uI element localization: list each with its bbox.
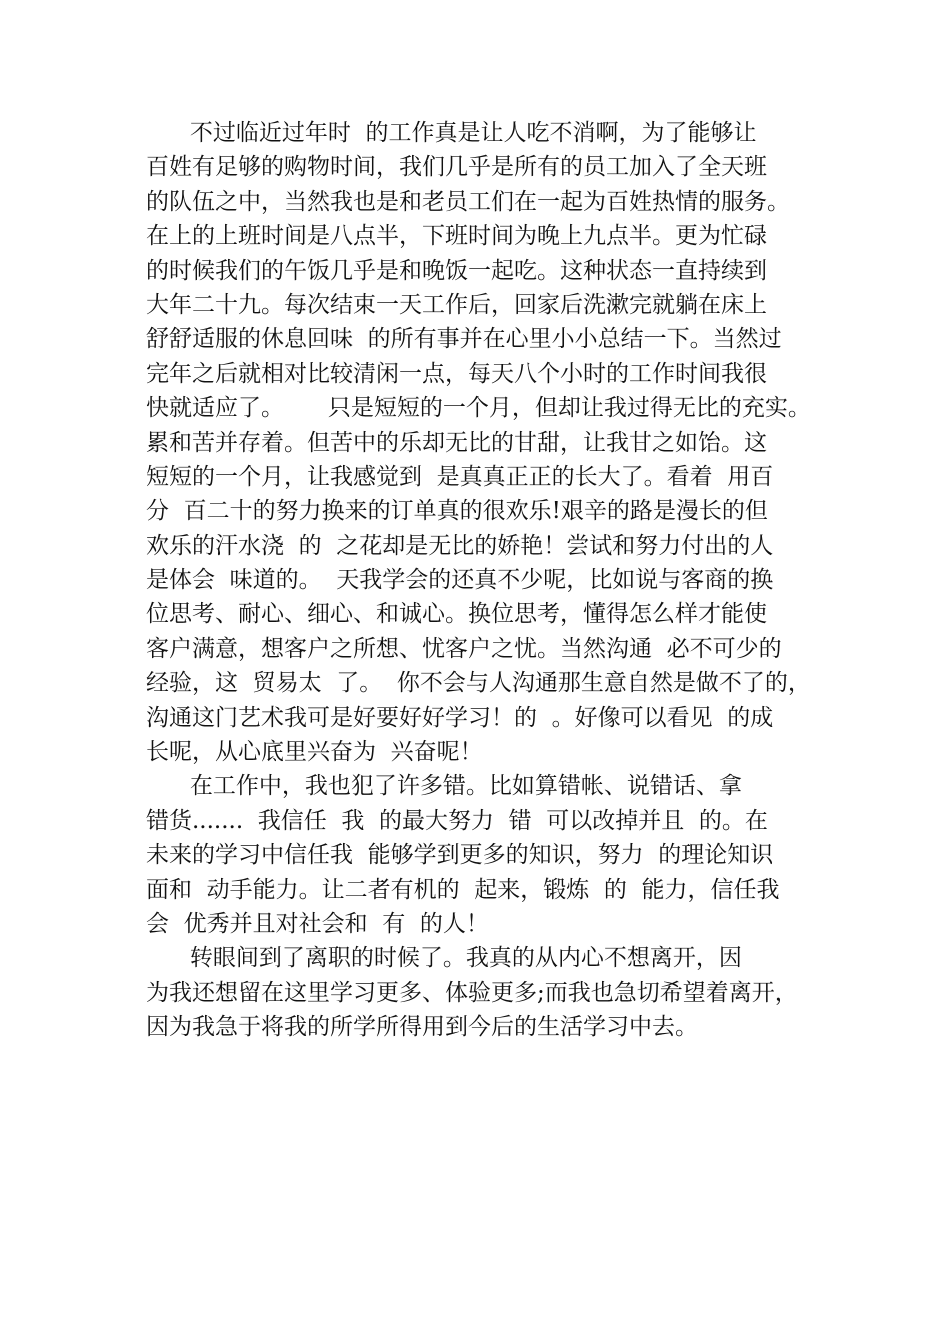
paragraph-2 — [146, 769, 826, 941]
text-line: 不过临近过年时 的工作真是让人吃不消啊，为了能够让 — [146, 120, 757, 146]
text-line: 舒舒适服的休息回味 的所有事并在心里小小总结一下。当然过 — [146, 326, 782, 353]
text-line: 完年之后就相对比较清闲一点，每天八个小时的工作时间我很 — [146, 360, 767, 387]
text-line: 面和 动手能力。让二者有机的 起来，锻炼 的 能力，信任我 — [146, 876, 780, 903]
text-line: 未来的学习中信任我 能够学到更多的知识，努力 的理论知识 — [146, 842, 774, 869]
text-line: 因为我急于将我的所学所得用到今后的生活学习中去。 — [146, 1014, 698, 1041]
text-line: 客户满意，想客户之所想、忧客户之忧。当然沟通 必不可少的 — [146, 635, 782, 662]
text-line: 快就适应了。 只是短短的一个月，但却让我过得无比的充实。 — [146, 395, 811, 422]
text-line: 短短的一个月，让我感觉到 是真真正正的长大了。看着 用百 — [146, 463, 774, 490]
text-line: 累和苦并存着。但苦中的乐却无比的甘甜，让我甘之如饴。这 — [146, 429, 767, 456]
text-line: 的队伍之中，当然我也是和老员工们在一起为百姓热情的服务。 — [146, 188, 790, 215]
text-line: 沟通这门艺术我可是好要好好学习！的 。好像可以看见 的成 — [146, 704, 774, 731]
text-line: 经验，这 贸易太 了。 你不会与人沟通那生意自然是做不了的， — [146, 670, 811, 697]
text-line: 在上的上班时间是八点半，下班时间为晚上九点半。更为忙碌 — [146, 223, 767, 250]
text-line: 在工作中，我也犯了许多错。比如算错帐、说错话、拿 — [146, 773, 742, 800]
paragraph-3 — [146, 941, 826, 1044]
text-line: 长呢，从心底里兴奋为 兴奋呢！ — [146, 739, 483, 766]
text-line: 转眼间到了离职的时候了。我真的从内心不想离开，因 — [146, 945, 742, 972]
text-line: 是体会 味道的。 天我学会的还真不少呢，比如说与客商的换 — [146, 567, 774, 594]
text-line: 百姓有足够的购物时间，我们几乎是所有的员工加入了全天班 — [146, 154, 767, 181]
text-line: 错货....... 我信任 我 的最大努力 错 可以改掉并且 的。在 — [146, 807, 768, 834]
text-line: 的时候我们的午饭几乎是和晚饭一起吃。这种状态一直持续到 — [146, 257, 767, 284]
text-line: 会 优秀并且对社会和 有 的人！ — [146, 910, 489, 937]
text-line: 欢乐的汗水浇 的 之花却是无比的娇艳！尝试和努力付出的人 — [146, 532, 774, 559]
text-line: 位思考、耐心、细心、和诚心。换位思考，懂得怎么样才能使 — [146, 601, 767, 628]
paragraph-1 — [146, 116, 826, 769]
document-body — [146, 116, 826, 1045]
text-line: 为我还想留在这里学习更多、体验更多;而我也急切希望着离开， — [146, 979, 798, 1006]
text-line: 分 百二十的努力换来的订单真的很欢乐!艰辛的路是漫长的但 — [146, 498, 768, 525]
text-line: 大年二十九。每次结束一天工作后，回家后洗漱完就躺在床上 — [146, 291, 767, 318]
